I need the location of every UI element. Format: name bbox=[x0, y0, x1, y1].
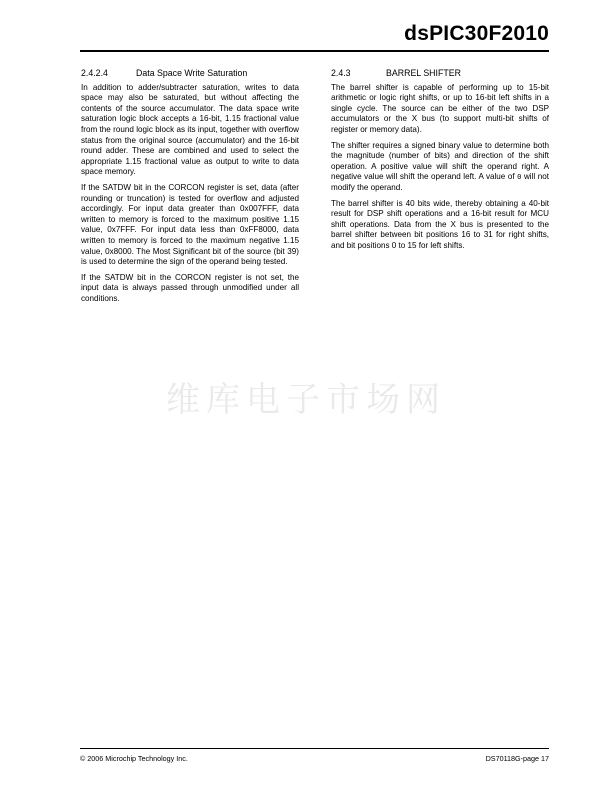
section-heading-2-4-2-4 bbox=[81, 68, 299, 79]
paragraph: The barrel shifter is 40 bits wide, thereby obtaining a 40-bit result for DSP shift operations and a 16-bit result for MCU shift operations. Data from the X bus is presented to the barrel shifter between bit positions 16 to 31 for right shifts, and bit positions 0 to 15 for left shifts. bbox=[331, 198, 549, 250]
section-number: 2.4.2.4 bbox=[81, 68, 108, 78]
section-heading-2-4-3 bbox=[331, 68, 549, 79]
section-title: Data Space Write Saturation bbox=[136, 68, 248, 78]
paragraph: The barrel shifter is capable of performing up to 15-bit arithmetic or logic right shifts, or up to 16-bit left shifts in a single cycle. The source can be either of the two DSP accumulators or the X bus (to support multi-bit shifts of register or memory data). bbox=[331, 82, 549, 134]
right-column bbox=[331, 68, 549, 257]
footer-page-number: DS70118G-page 17 bbox=[485, 754, 549, 763]
document-title: dsPIC30F2010 bbox=[404, 22, 549, 45]
footer-rule bbox=[80, 748, 549, 749]
paragraph: In addition to adder/subtracter saturation, writes to data space may also be saturated, but without affecting the contents of the source accumulator. The data space write saturation logic block accepts a 16-bit, 1.15 fractional value from the round logic block as its input, together with overflow status from the original source (accumulator) and the 16-bit round adder. These are combined and used to select the appropriate 1.15 fractional value as output to write to data space memory. bbox=[81, 82, 299, 177]
paragraph: If the SATDW bit in the CORCON register is set, data (after rounding or truncation) is tested for overflow and adjusted accordingly. For input data greater than 0x007FFF, data written to memory is forced to the maximum positive 1.15 value, 0x7FFF. For input data less than 0xFF8000, data written to memory is forced to the maximum negative 1.15 value, 0x8000. The Most Significant bit of the source (bit 39) is used to determine the sign of the operand being tested. bbox=[81, 182, 299, 267]
section-title: BARREL SHIFTER bbox=[386, 68, 461, 78]
footer-copyright: © 2006 Microchip Technology Inc. bbox=[80, 754, 188, 763]
watermark: 维库电子市场网 bbox=[166, 380, 446, 420]
header-rule bbox=[80, 50, 549, 52]
paragraph bbox=[331, 141, 549, 194]
left-column bbox=[81, 68, 299, 309]
section-number: 2.4.3 bbox=[331, 68, 351, 78]
paragraph-text: will not modify the operand. bbox=[331, 172, 549, 192]
paragraph-text: The shifter requires a signed binary value to determine both the magnitude (number of bits) and direction of the shift operation. A positive value will shift the operand right. A negative value will shift the operand left. A value of bbox=[331, 140, 549, 182]
paragraph: If the SATDW bit in the CORCON register is not set, the input data is always passed through unmodified under all conditions. bbox=[81, 272, 299, 303]
code-value: 0 bbox=[517, 173, 522, 182]
